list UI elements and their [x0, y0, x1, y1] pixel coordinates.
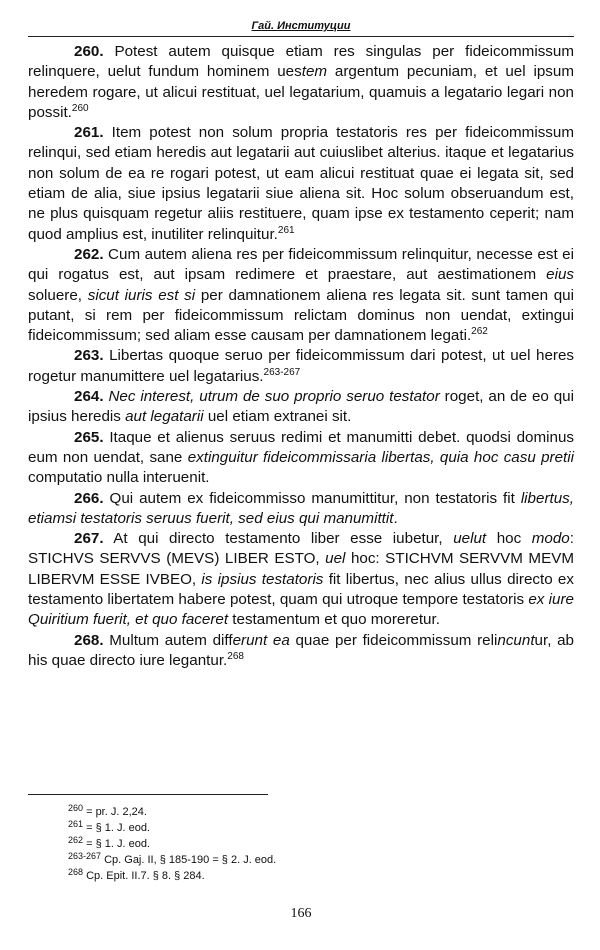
paragraph-number: 260. — [74, 43, 104, 60]
footnotes — [68, 804, 276, 884]
text-run: argentum pecuniam, et uel ipsum heredem rogare, ut alicui restituat, uel legatarium, quamuis a legatario legari non possit. — [28, 63, 574, 121]
text-run: fit libertus, nec alius ullus directo ex testamento libertatem habere potest, quam qui utroque tempore testatoris — [28, 570, 574, 609]
paragraph — [28, 245, 574, 346]
paragraph-number: 263. — [74, 347, 104, 365]
footnote — [68, 868, 276, 884]
italic-text: extinguitur fideicommissaria libertas, quia hoc casu pretii — [187, 448, 575, 466]
italic-text: ex iure Quiritium fuerit, et quo faceret — [28, 591, 574, 629]
paragraph — [28, 346, 574, 387]
text-run: Itaque et alienus seruus redimi et manumitti debet. quodsi dominus eum non uendat, sane — [28, 428, 574, 466]
italic-text: aut legatarii — [125, 408, 204, 426]
italic-text: tem — [301, 63, 328, 81]
text-run: ur, ab his quae directo iure legantur. — [28, 631, 575, 669]
text-run: testamentum et quo moreretur. — [228, 611, 440, 629]
running-head-title: Гай. Институции — [251, 20, 351, 32]
page-number: 166 — [290, 906, 312, 921]
footnote-number: 262 — [68, 835, 84, 845]
footnote-text: Cp. Epit. II.7. § 8. § 284. — [83, 870, 205, 882]
italic-text: Nec interest, utrum de suo proprio seruo testator — [108, 388, 440, 406]
text-run: Item potest non solum propria testatoris res per fideicommissum relinqui, sed etiam heredis aut legatarii aut cuiuslibet alterius. itaque et legatarius non solum de ea re rogari potest, ut eam alicui restituat quae ei legata sit, sed etiam de alia, siue ipsius legatarii siue aliena sit. Hoc solum obseruandum est, ne plus quisquam regetur aliis restituere, quam ipse ex testamento ceperit; nam quod amplius est, inutiliter relinquitur. — [28, 124, 574, 243]
paragraph — [28, 489, 574, 530]
footnote-text: = § 1. J. eod. — [83, 838, 150, 850]
footnote-ref: 263-267 — [263, 366, 301, 378]
italic-text: libertus, etiamsi testatoris seruus fuerit, sed eius qui manumittit — [28, 489, 574, 527]
text-run: Qui autem ex fideicommisso manumittitur, non testatoris fit — [103, 489, 521, 507]
text-run: uel etiam extranei sit. — [203, 408, 352, 426]
footnote-number: 263-267 — [68, 851, 102, 861]
text-run: quae per fideicommissum reli — [289, 631, 498, 649]
paragraph-number: 265. — [74, 428, 104, 446]
paragraph — [28, 123, 574, 245]
footnote-ref: 261 — [277, 224, 295, 236]
text-run: : STICHVS SERVVS (MEVS) LIBER ESTO, — [28, 530, 574, 568]
paragraph-number: 264. — [74, 388, 104, 406]
italic-text: erunt ea — [232, 631, 290, 649]
text-run: roget, an de eo qui ipsius heredis — [28, 388, 574, 426]
paragraph-number: 267. — [74, 530, 104, 548]
paragraph — [28, 42, 574, 123]
text-run: At qui directo testamento liber esse iubetur, — [103, 530, 454, 548]
text-run: hoc — [486, 530, 532, 548]
text-run: Libertas quoque seruo per fideicommissum dari potest, ut uel heres rogetur manumittere uel legatarius. — [28, 347, 574, 385]
footnote-ref: 268 — [227, 650, 244, 662]
paragraph-number: 268. — [74, 631, 104, 649]
italic-text: eius — [546, 266, 574, 284]
italic-text: sicut iuris est si — [87, 286, 196, 304]
paragraph — [28, 529, 574, 630]
main-text — [28, 42, 574, 671]
text-run: computatio nulla interuenit. — [28, 469, 210, 487]
footnote-divider — [28, 794, 268, 795]
paragraph — [28, 631, 574, 672]
italic-text: uelut — [453, 530, 487, 548]
footnote — [68, 836, 276, 852]
paragraph — [28, 387, 574, 428]
paragraph-number: 261. — [74, 124, 104, 142]
italic-text: modo — [531, 530, 570, 548]
footnote-text: = pr. J. 2,24. — [83, 806, 147, 818]
footnote-text: Cp. Gaj. II, § 185-190 = § 2. J. eod. — [101, 854, 277, 866]
footnote — [68, 852, 276, 868]
text-run: Potest autem quisque etiam res singulas per fideicommissum relinquere, uelut fundum hominem ues — [28, 43, 574, 81]
italic-text: uel — [325, 550, 346, 568]
footnote — [68, 804, 276, 820]
paragraph-number: 262. — [74, 245, 104, 263]
footnote-ref: 260 — [71, 102, 89, 114]
text-run: per damnationem aliena res legata sit. sunt tamen qui putant, si rem per fideicommissum relictam dominus non uendat, extingui fideicommissum; sed aliam esse causam per damnationem legati. — [28, 286, 574, 345]
paragraph-number: 266. — [74, 489, 104, 507]
footnote-number: 260 — [68, 803, 84, 813]
text-run: hoc: STICHVM SERVVM MEVM LIBERVM ESSE IVBEO, — [28, 550, 574, 588]
text-run: Multum autem diff — [103, 631, 233, 649]
italic-text: ncunt — [497, 631, 535, 649]
footnote-ref: 262 — [471, 326, 488, 338]
italic-text: is ipsius testatoris — [201, 570, 324, 588]
footnote-number: 268 — [68, 867, 84, 877]
running-head — [28, 20, 574, 37]
text-run: Cum autem aliena res per fideicommissum relinquitur, necesse est ei qui rogatus est, aut ipsam redimere et praestare, aut aestimationem — [28, 245, 574, 284]
paragraph — [28, 428, 574, 489]
page — [28, 0, 574, 950]
text-run: soluere, — [28, 286, 88, 304]
footnote — [68, 820, 276, 836]
footnote-number: 261 — [68, 819, 84, 829]
text-run: . — [393, 509, 398, 527]
footnote-text: = § 1. J. eod. — [83, 822, 150, 834]
